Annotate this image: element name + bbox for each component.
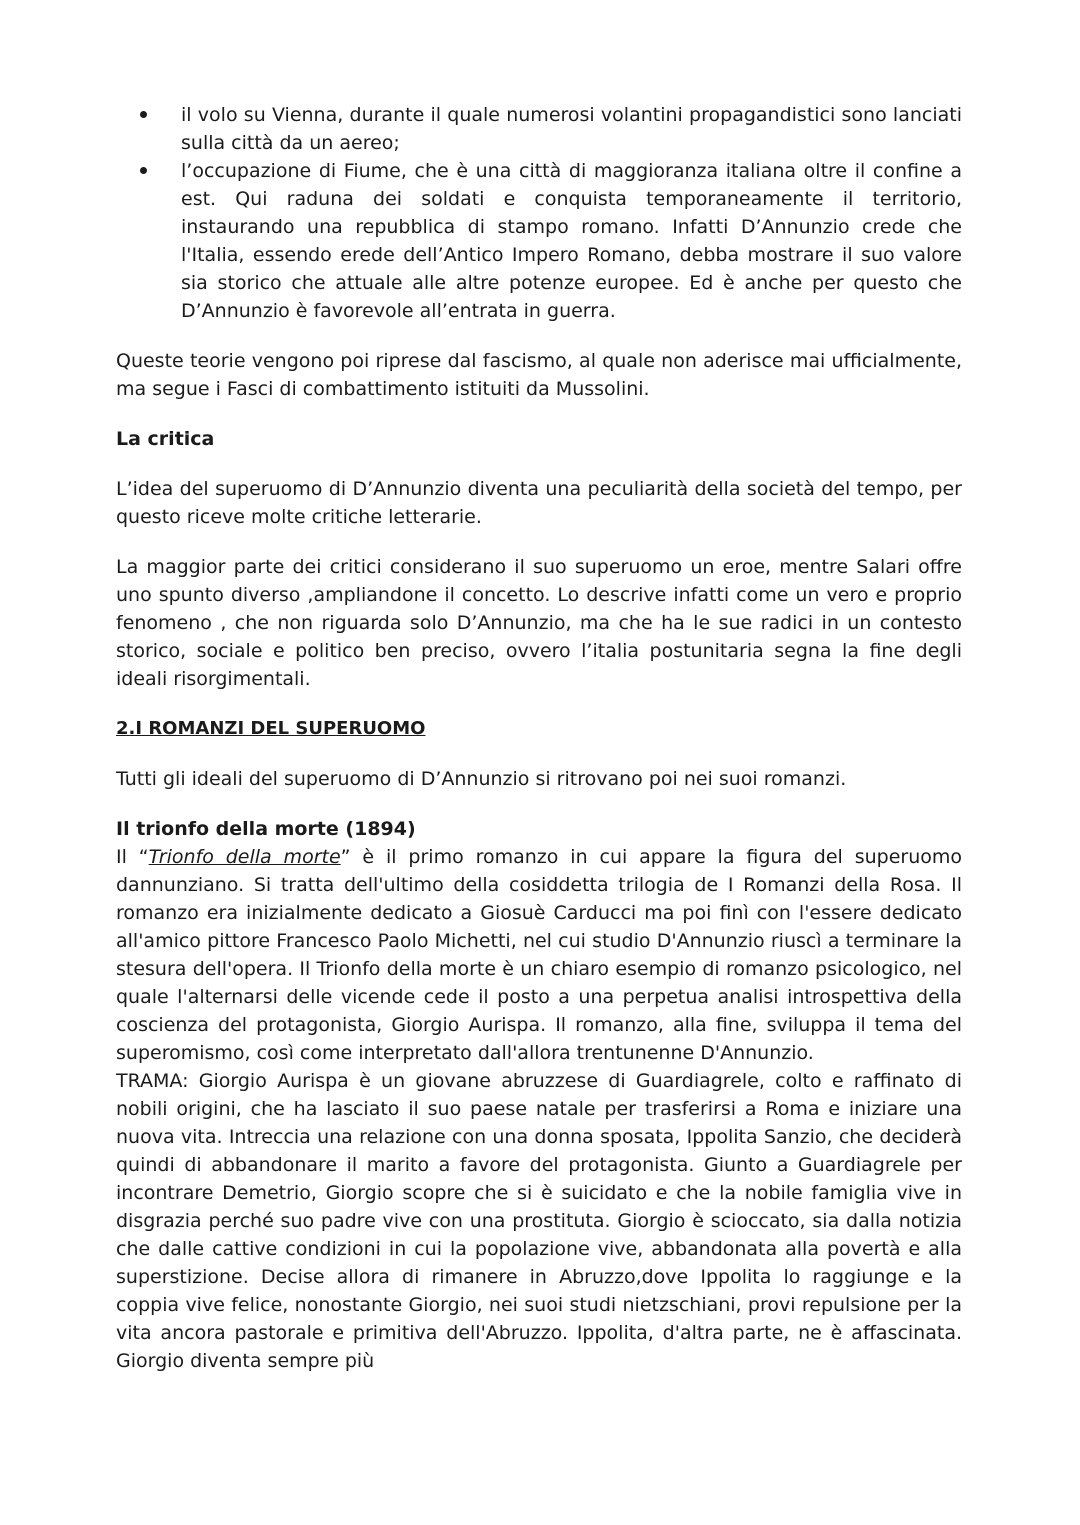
subheading-trionfo: Il trionfo della morte (1894)	[116, 818, 416, 840]
bullet-text: il volo su Vienna, durante il quale numerosi volantini propagandistici sono lanciati sulla città da un aereo;	[181, 104, 962, 154]
paragraph-trama: TRAMA: Giorgio Aurispa è un giovane abruzzese di Guardiagrele, colto e raffinato di nobili origini, che ha lasciato il suo paese natale per trasferirsi a Roma e iniziare una nuova vita. Intreccia una relazione con una donna sposata, Ippolita Sanzio, che deciderà quindi di abbandonare il marito a favore del protagonista. Giunto a Guardiagrele per incontrare Demetrio, Giorgio scopre che si è suicidato e che la nobile famiglia vive in disgrazia perché suo padre vive con una prostituta. Giorgio è scioccato, sia dalla notizia che dalle cattive condizioni in cui la popolazione vive, abbandonata alla povertà e alla superstizione. Decise allora di rimanere in Abruzzo,dove Ippolita lo raggiunge e la coppia vive felice, nonostante Giorgio, nei suoi studi nietzschiani, provi repulsione per la vita ancora pastorale e primitiva dell'Abruzzo. Ippolita, d'altra parte, ne è affascinata. Giorgio diventa sempre più	[116, 1070, 962, 1372]
paragraph-critica-2: La maggior parte dei critici considerano il suo superuomo un eroe, mentre Salari offre uno spunto diverso ,ampliandone il concetto. Lo descrive infatti come un vero e proprio fenomeno , che non riguarda solo D’Annunzio, ma che ha le sue radici in un contesto storico, sociale e politico ben preciso, ovvero l’italia postunitaria segna la fine degli ideali risorgimentali.	[116, 556, 962, 690]
bullet-dot-icon	[140, 167, 147, 174]
bullet-text: l’occupazione di Fiume, che è una città di maggioranza italiana oltre il confine a est. Qui raduna dei soldati e conquista temporaneamente il territorio, instaurando una repubblica di stampo romano. Infatti D’Annunzio crede che l'Italia, essendo erede dell’Antico Impero Romano, debba mostrare il suo valore sia storico che attuale alle altre potenze europee. Ed è anche per questo che D’Annunzio è favorevole all’entrata in guerra.	[181, 160, 962, 322]
paragraph-critica-1: L’idea del superuomo di D’Annunzio diventa una peculiarità della società del tempo, per questo riceve molte critiche letterarie.	[116, 478, 962, 528]
bullet-dot-icon	[140, 111, 147, 118]
bullet-list	[116, 101, 962, 325]
paragraph-trionfo	[116, 843, 962, 1067]
paragraph-romanzi: Tutti gli ideali del superuomo di D’Annunzio si ritrovano poi nei suoi romanzi.	[116, 768, 847, 790]
bullet-item-fiume	[116, 157, 962, 325]
paragraph-fascismo: Queste teorie vengono poi riprese dal fascismo, al quale non aderisce mai ufficialmente, ma segue i Fasci di combattimento istituiti da Mussolini.	[116, 350, 962, 400]
trionfo-prefix: Il “	[116, 846, 149, 868]
bullet-item-vienna	[116, 101, 962, 157]
trionfo-suffix: ” è il primo romanzo in cui appare la figura del superuomo dannunziano. Si tratta dell'ultimo della cosiddetta trilogia de I Romanzi della Rosa. Il romanzo era inizialmente dedicato a Giosuè Carducci ma poi finì con l'essere dedicato all'amico pittore Francesco Paolo Michetti, nel cui studio D'Annunzio riuscì a terminare la stesura dell'opera. Il Trionfo della morte è un chiaro esempio di romanzo psicologico, nel quale l'alternarsi delle vicende cede il posto a una perpetua analisi introspettiva della coscienza del protagonista, Giorgio Aurispa. Il romanzo, alla fine, sviluppa il tema del superomismo, così come interpretato dall'allora trentunenne D'Annunzio.	[116, 846, 962, 1064]
trionfo-title-link[interactable]: Trionfo della morte	[148, 846, 341, 868]
section-heading-romanzi: 2.I ROMANZI DEL SUPERUOMO	[116, 718, 426, 739]
document-content	[116, 101, 962, 1375]
heading-critica: La critica	[116, 428, 215, 450]
